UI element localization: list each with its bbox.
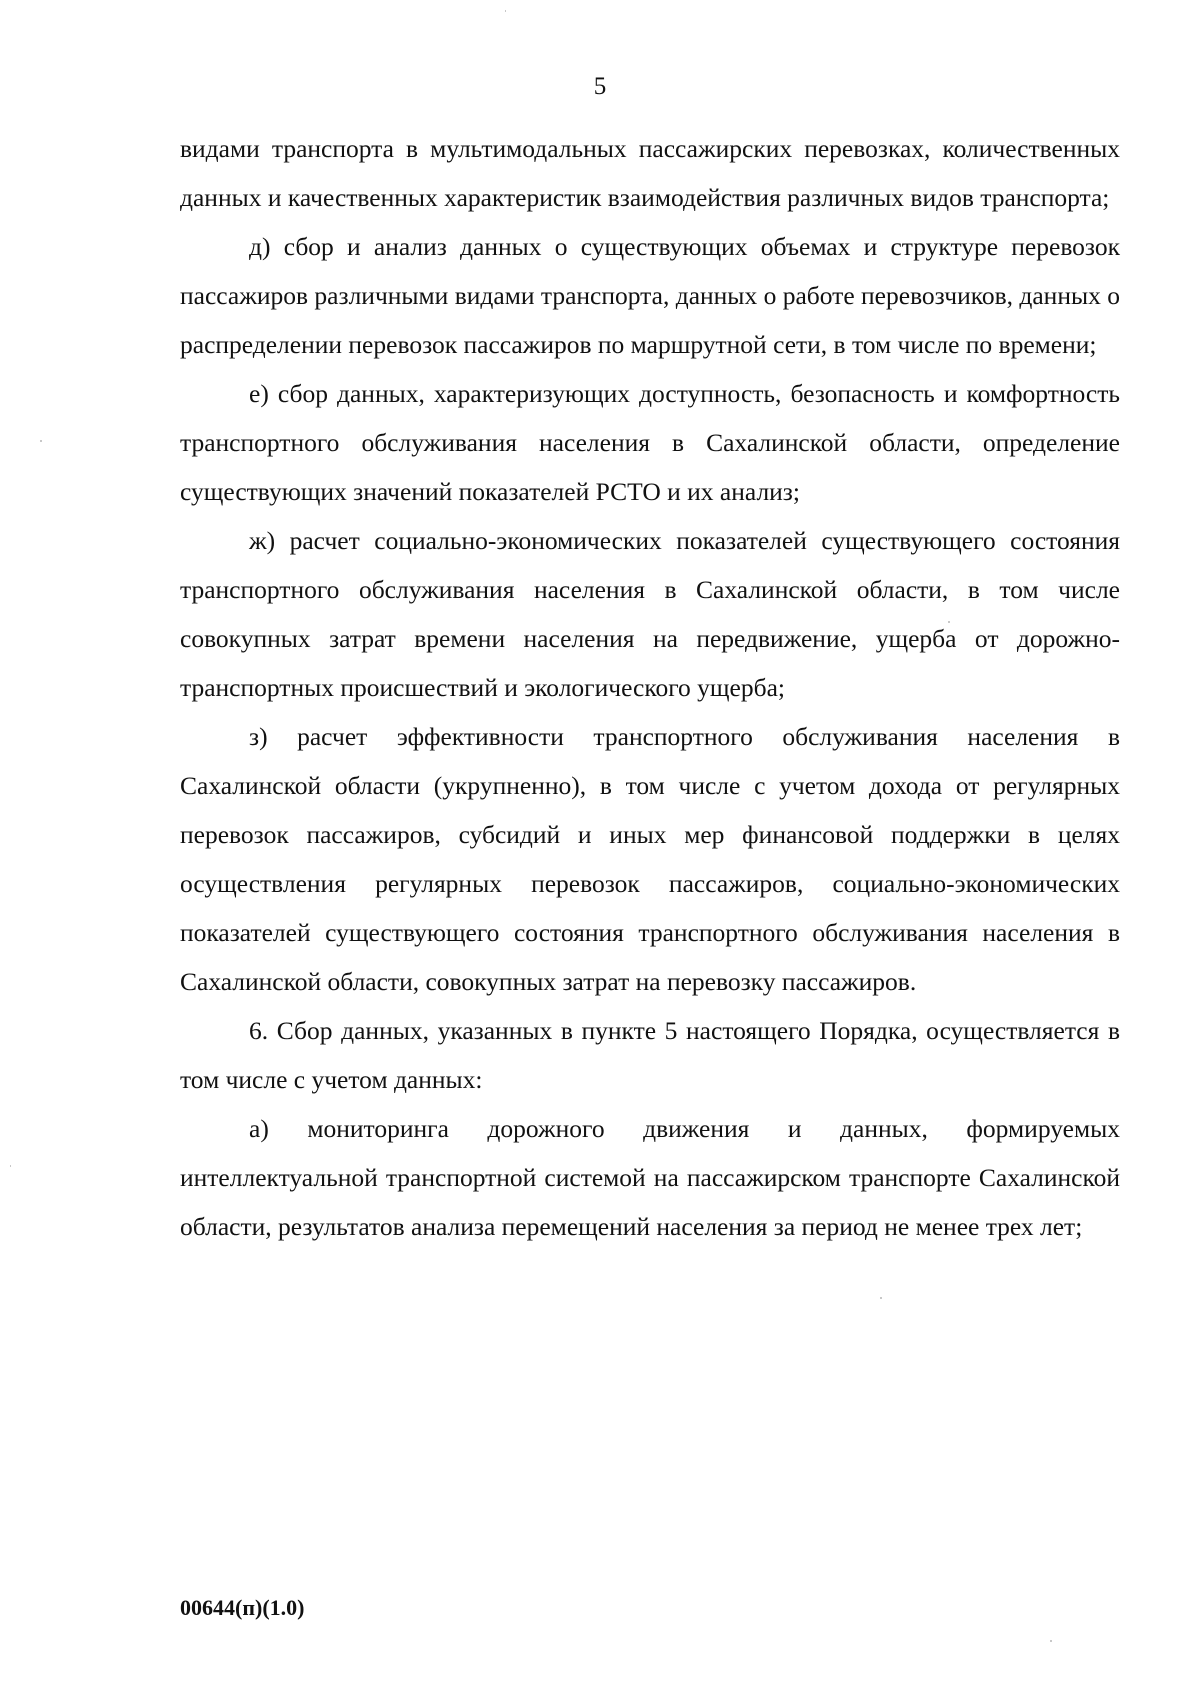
paragraph-item-d: д) сбор и анализ данных о существующих объемах и структуре перевозок пассажиров различными видами транспорта, данных о работе перевозчиков, данных о распределении перевозок пассажиров по маршрутной сети, в том числе по времени; xyxy=(180,232,1120,359)
scan-speck xyxy=(505,10,506,12)
paragraph-item-z: з) расчет эффективности транспортного обслуживания населения в Сахалинской области (укрупненно), в том числе с учетом дохода от регулярных перевозок пассажиров, субсидий и иных мер финансовой поддержки в целях осуществления регулярных перевозок пассажиров, социально-экономических показателей существующего состояния транспортного обслуживания населения в Сахалинской области, совокупных затрат на перевозку пассажиров. xyxy=(180,722,1120,996)
scan-speck xyxy=(40,440,42,442)
page-number: 5 xyxy=(593,73,607,100)
scan-speck xyxy=(10,1165,11,1167)
body-text xyxy=(180,124,1120,1251)
scan-speck xyxy=(1050,1640,1052,1642)
paragraph-continuation: видами транспорта в мультимодальных пассажирских перевозках, количественных данных и качественных характеристик взаимодействия различных видов транспорта; xyxy=(180,134,1120,212)
footer-document-code: 00644(п)(1.0) xyxy=(180,1595,305,1620)
paragraph-item-zh: ж) расчет социально-экономических показателей существующего состояния транспортного обслуживания населения в Сахалинской области, в том числе совокупных затрат времени населения на передвижение, ущерба от дорожно-транспортных происшествий и экологического ущерба; xyxy=(180,526,1120,702)
paragraph-item-a: а) мониторинга дорожного движения и данных, формируемых интеллектуальной транспортной системой на пассажирском транспорте Сахалинской области, результатов анализа перемещений населения за период не менее трех лет; xyxy=(180,1114,1120,1241)
scan-speck xyxy=(948,621,950,623)
paragraph-clause-6: 6. Сбор данных, указанных в пункте 5 настоящего Порядка, осуществляется в том числе с учетом данных: xyxy=(180,1016,1120,1094)
scan-speck xyxy=(880,1297,882,1299)
paragraph-item-e: е) сбор данных, характеризующих доступность, безопасность и комфортность транспортного обслуживания населения в Сахалинской области, определение существующих значений показателей РСТО и их анализ; xyxy=(180,379,1120,506)
